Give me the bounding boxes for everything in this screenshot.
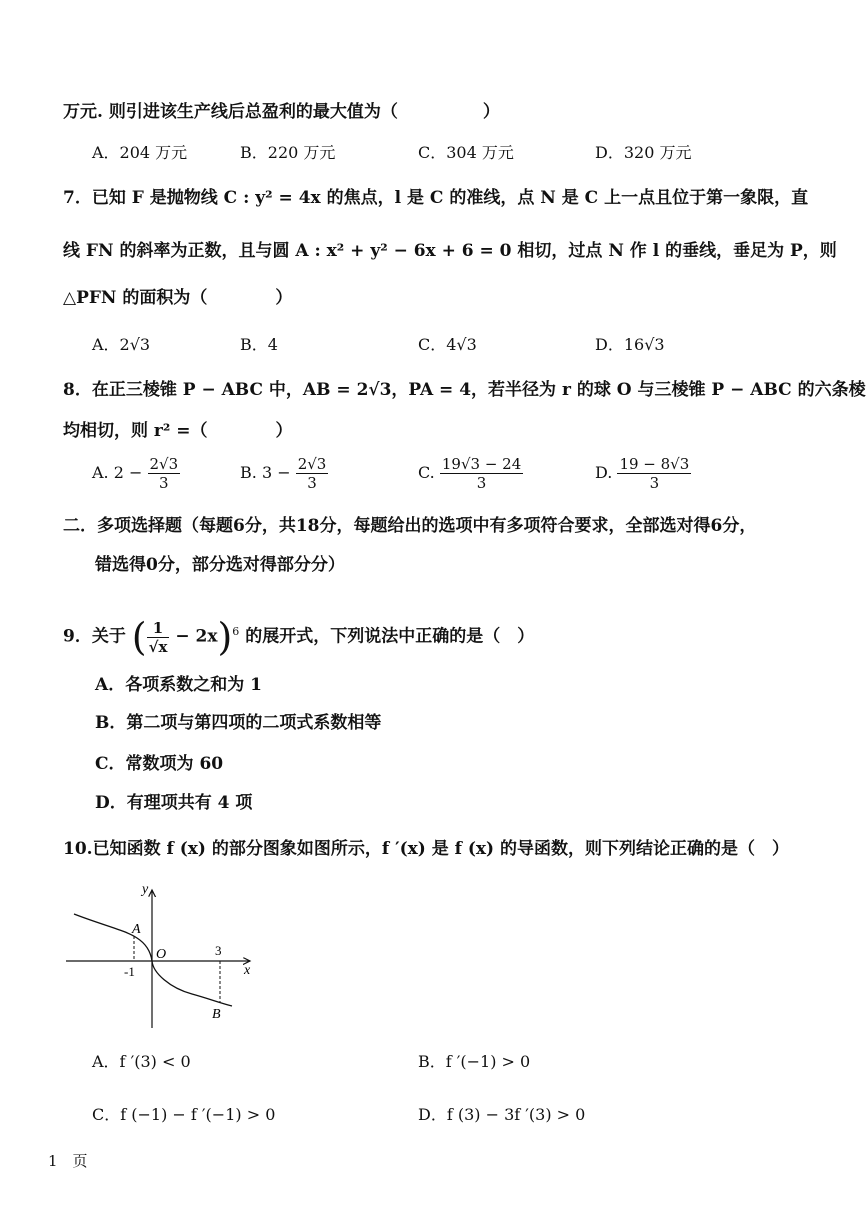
q10-option-d: D．f (3) − 3f ′(3) > 0: [418, 1105, 586, 1124]
q7-option-b: B．4: [240, 335, 278, 354]
q9-fraction: [147, 619, 170, 656]
q10-stem: 10.已知函数 f (x) 的部分图象如图所示，f ′(x) 是 f (x) 的导函数，则下列结论正确的是（ ）: [63, 839, 790, 859]
q8-option-a-label: A.: [92, 463, 109, 482]
q7-option-d: D．16√3: [595, 335, 665, 354]
q8-option-d-numerator: 19 − 8√3: [619, 455, 690, 473]
section2-heading-line1: 二．多项选择题（每题6分，共18分，每题给出的选项中有多项符合要求，全部选对得6分，: [63, 516, 757, 536]
q9-option-d: D．有理项共有 4 项: [95, 793, 253, 813]
q9-option-a: A．各项系数之和为 1: [95, 675, 262, 695]
q9-frac-denominator: √x: [148, 637, 168, 656]
q9-minus-term: − 2x: [175, 626, 218, 647]
q8-option-b-denominator: 3: [307, 474, 317, 492]
q6-option-c: C．304 万元: [418, 143, 514, 162]
q8-stem-line1: 8．在正三棱锥 P − ABC 中，AB = 2√3，PA = 4，若半径为 r 的球 O 与三棱锥 P − ABC 的六条棱: [63, 380, 866, 400]
q8-option-a-lead: 2 −: [113, 463, 143, 482]
q6-tail: 万元. 则引进该生产线后总盈利的最大值为（ ）: [63, 102, 500, 122]
q9-left-paren: (: [131, 615, 147, 660]
origin-label: O: [156, 947, 167, 962]
q7-stem-line1: 7．已知 F 是抛物线 C : y² = 4x 的焦点，l 是 C 的准线，点 N 是 C 上一点且位于第一象限，直: [63, 188, 809, 208]
q8-option-b-numerator: 2√3: [297, 455, 327, 473]
q10-option-a: A．f ′(3) < 0: [92, 1052, 191, 1071]
q9-stem: [63, 612, 535, 660]
q8-option-c-label: C.: [418, 463, 435, 482]
q6-option-d: D．320 万元: [595, 143, 692, 162]
q8-option-c-numerator: 19√3 − 24: [441, 455, 522, 473]
q8-option-c-fraction: [440, 455, 523, 492]
q9-right-paren: ): [217, 615, 233, 660]
q8-stem-line2: 均相切，则 r² =（ ）: [63, 421, 293, 441]
q8-option-d-label: D.: [595, 463, 613, 482]
page-number: 1 页: [48, 1152, 88, 1170]
point-a-label: A: [132, 922, 141, 937]
q9-suffix: 的展开式，下列说法中正确的是（ ）: [245, 626, 535, 647]
q9-frac-numerator: 1: [147, 619, 170, 638]
q8-option-d: [595, 455, 691, 492]
q9-prefix: 9．关于: [63, 626, 126, 647]
x-axis-label: x: [244, 963, 251, 978]
section2-heading-line2: 错选得0分，部分选对得部分分）: [95, 555, 345, 575]
tick-label-3: 3: [215, 943, 222, 958]
point-b-label: B: [212, 1007, 221, 1022]
function-curve: [74, 914, 232, 1006]
q7-option-c: C．4√3: [418, 335, 477, 354]
tick-label-neg1: -1: [124, 964, 135, 979]
q6-option-a: A．204 万元: [92, 143, 188, 162]
q7-stem-line2: 线 FN 的斜率为正数，且与圆 A : x² + y² − 6x + 6 = 0 相切，过点 N 作 l 的垂线，垂足为 P，则: [63, 241, 837, 261]
q9-option-b: B．第二项与第四项的二项式系数相等: [95, 713, 382, 733]
q8-option-c-denominator: 3: [476, 474, 487, 492]
q8-option-b: [240, 455, 328, 492]
q10-option-b: B．f ′(−1) > 0: [418, 1052, 531, 1071]
q8-option-d-fraction: [617, 455, 691, 492]
q8-option-a-numerator: 2√3: [149, 455, 179, 473]
q8-option-d-denominator: 3: [649, 474, 660, 492]
q6-option-b: B．220 万元: [240, 143, 336, 162]
q8-option-b-label: B.: [240, 463, 257, 482]
q7-stem-line3: △PFN 的面积为（ ）: [63, 288, 293, 308]
q9-option-c: C．常数项为 60: [95, 754, 224, 774]
q8-option-a: [92, 455, 180, 492]
q8-option-a-fraction: [148, 455, 181, 492]
y-axis-label: y: [142, 882, 149, 897]
q8-option-b-lead: 3 −: [261, 463, 291, 482]
q8-option-b-fraction: [296, 455, 329, 492]
q8-option-a-denominator: 3: [159, 474, 169, 492]
q10-function-graph: [60, 878, 270, 1033]
q9-exponent: 6: [232, 625, 240, 638]
q7-option-a: A．2√3: [92, 335, 151, 354]
q8-option-c: [418, 455, 523, 492]
q10-option-c: C．f (−1) − f ′(−1) > 0: [92, 1105, 276, 1124]
